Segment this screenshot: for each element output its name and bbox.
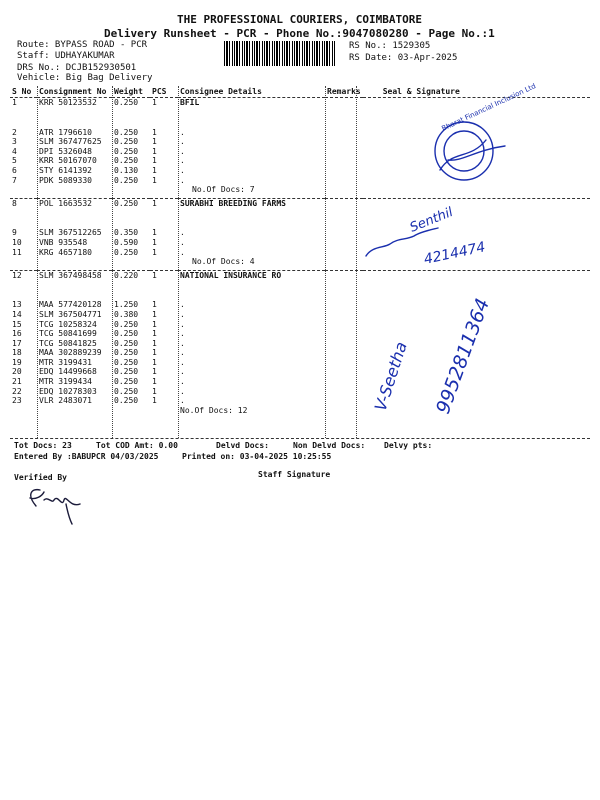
table-row: 7 PDK 5089330 0.250 1 . — [12, 175, 185, 185]
entered-by: Entered By :BABUPCR 04/03/2025 — [14, 452, 159, 461]
consignee-name: BFIL — [180, 98, 200, 107]
total-docs: Tot Docs: 23 — [14, 441, 72, 450]
table-row: 6 STY 6141392 0.130 1 . — [12, 165, 185, 175]
consignee-name: SURABHI BREEDING FARMS — [180, 198, 286, 208]
table-row: 22 EDQ 10278303 0.250 1 . — [12, 386, 185, 396]
col-sno: S No — [10, 86, 37, 98]
total-cod: Tot COD Amt: 0.00 — [96, 441, 178, 450]
company-title: THE PROFESSIONAL COURIERS, COIMBATORE — [177, 13, 423, 26]
table-row: 21 MTR 3199434 0.250 1 . — [12, 377, 185, 387]
table-row: 13 MAA 577420128 1.250 1 . — [12, 300, 185, 310]
handwritten-number: 4214474 — [422, 239, 487, 268]
table-row: 11 KRG 4657180 0.250 1 . — [12, 247, 185, 257]
delivered-docs: Delvd Docs: — [216, 441, 269, 450]
table-row: 17 TCG 50841825 0.250 1 . — [12, 338, 185, 348]
drs-label: DRS No.: DCJB152930501 — [17, 63, 137, 73]
rs-number: RS No.: 1529305 — [349, 41, 431, 51]
handwritten-name: V-Seetha — [370, 339, 411, 414]
table-header-row — [10, 86, 590, 98]
table-row: 14 SLM 367504771 0.380 1 . — [12, 309, 185, 319]
doc-count: No.Of Docs: 7 — [192, 185, 255, 195]
handwritten-number: 9952811364 — [432, 295, 495, 417]
table-row: 19 MTR 3199431 0.250 1 . — [12, 357, 185, 367]
table-bottom-rule — [10, 438, 590, 439]
table-row: 5 KRR 50167070 0.250 1 . — [12, 156, 185, 166]
stamp-text: Bharat Financial Inclusion Ltd — [440, 82, 538, 133]
doc-count: No.Of Docs: 4 — [192, 257, 255, 267]
col-seal: Seal & Signature — [363, 86, 590, 98]
table-row: 2 ATR 1796610 0.250 1 . — [12, 127, 185, 137]
route-label: Route: BYPASS ROAD - PCR — [17, 40, 148, 50]
table-row: 3 SLM 367477625 0.250 1 . — [12, 137, 185, 147]
table-row: 4 DPI 5326048 0.250 1 . — [12, 146, 185, 156]
verified-signature — [30, 490, 80, 524]
verified-by-label: Verified By — [14, 473, 67, 482]
col-pcs: PCS — [150, 86, 178, 98]
barcode — [224, 41, 336, 66]
table-row: 10 VNB 935548 0.590 1 . — [12, 237, 185, 247]
non-delivered-docs: Non Delvd Docs: — [293, 441, 366, 450]
table-row: 8 POL 1663532 0.250 1 SURABHI BREEDING FARMS — [10, 198, 590, 208]
table-row: 9 SLM 367512265 0.350 1 . — [12, 228, 185, 238]
table-row: 18 MAA 302889239 0.250 1 . — [12, 348, 185, 358]
consignee-name: NATIONAL INSURANCE RO — [180, 270, 282, 280]
rs-date: RS Date: 03-Apr-2025 — [349, 53, 458, 63]
delivery-points: Delvy pts: — [384, 441, 433, 450]
staff-label: Staff: UDHAYAKUMAR — [17, 51, 115, 61]
table-row: 23 VLR 2483071 0.250 1 . — [12, 396, 185, 406]
runsheet-table — [10, 86, 590, 415]
handwritten-name: Senthil — [407, 204, 456, 236]
col-consignment: Consignment No — [37, 86, 112, 98]
table-row: 1 KRR 50123532 0.250 1 BFIL — [10, 98, 590, 108]
staff-signature-label: Staff Signature — [258, 470, 331, 479]
printed-on: Printed on: 03-04-2025 10:25:55 — [182, 452, 332, 461]
table-row: 16 TCG 50841699 0.250 1 . — [12, 329, 185, 339]
col-consignee: Consignee Details — [178, 86, 325, 98]
runsheet-title: Delivery Runsheet - PCR - Phone No.:9047080280 - Page No.:1 — [104, 27, 495, 40]
col-remarks: Remarks — [327, 87, 361, 96]
table-row: 12 SLM 367498458 0.220 1 NATIONAL INSURANCE RO — [10, 270, 590, 280]
table-row: 20 EDQ 14499668 0.250 1 . — [12, 367, 185, 377]
col-weight: Weight — [112, 86, 150, 98]
table-row: 15 TCG 10258324 0.250 1 . — [12, 319, 185, 329]
vehicle-label: Vehicle: Big Bag Delivery — [17, 73, 153, 83]
doc-count: No.Of Docs: 12 — [180, 405, 248, 415]
